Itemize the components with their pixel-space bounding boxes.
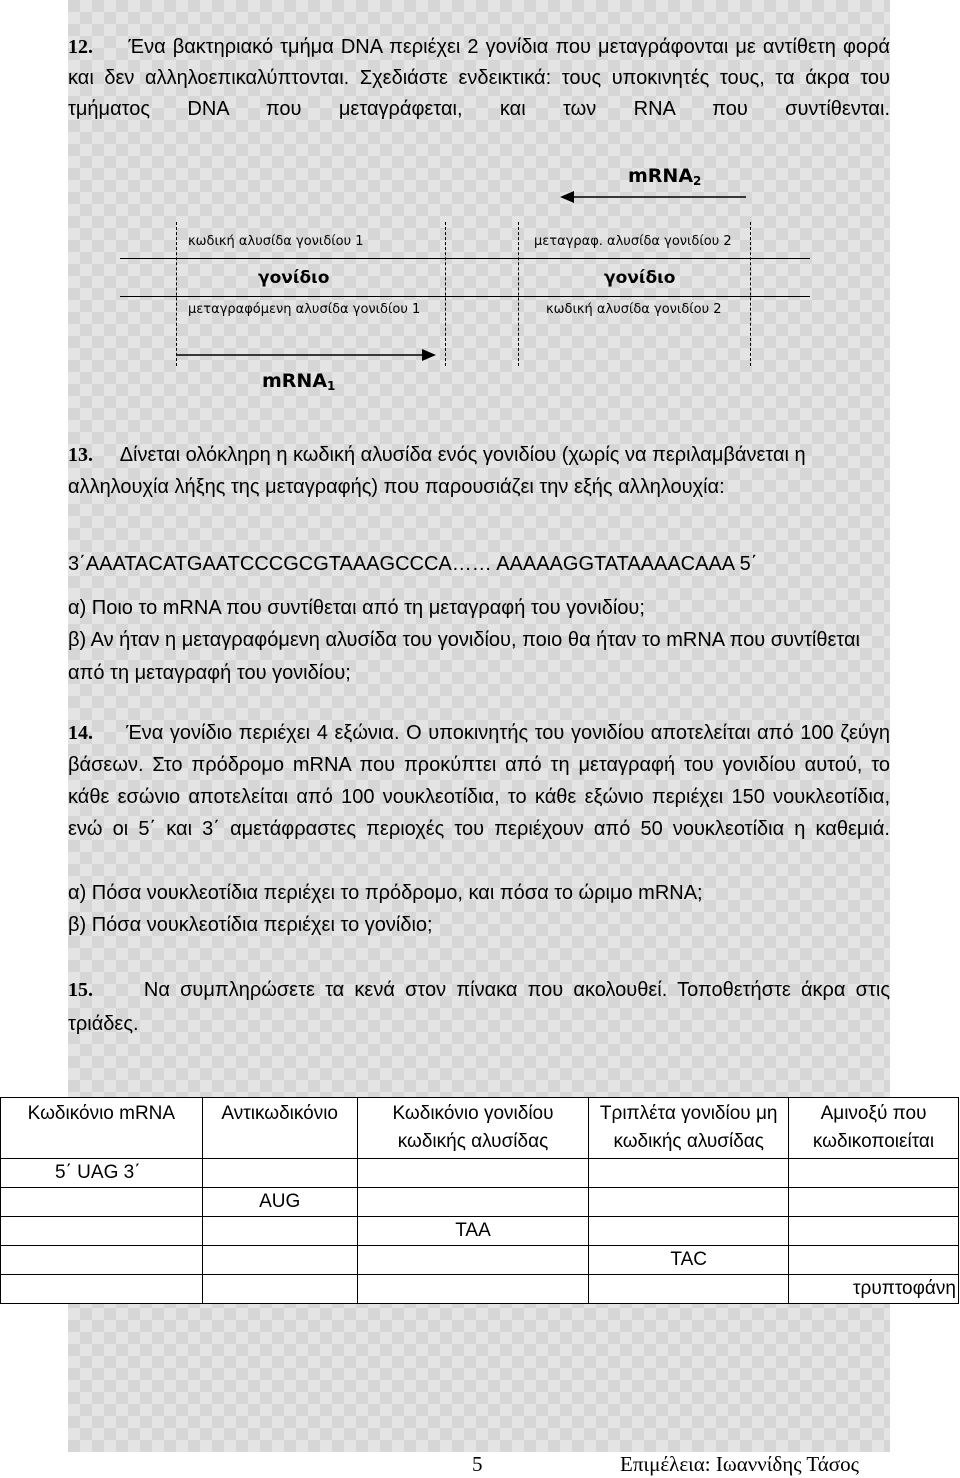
question-13-sequence: 3΄AAATACATGAATCCCGCGTAAAGCCCA…… AAAAAGGTATAAAACAAA 5΄ [68, 553, 758, 575]
question-12-text: Ένα βακτηριακό τμήμα DNA περιέχει 2 γονίδια που μεταγράφονται με αντίθετη φορά και δεν αλληλοεπικαλύπτονται. Σχεδιάστε ενδεικτικά: τους υποκινητές τους, τα άκρα του τμήματος DNA που μεταγράφεται, και των RNA που συντίθενται. [68, 36, 890, 120]
mrna1-label: mRNA$_1$ [262, 370, 336, 393]
question-15-text: Να συμπληρώσετε τα κενά στον πίνακα που ακολουθεί. Τοποθετήστε άκρα στις τριάδες. [68, 979, 890, 1035]
table-row [1, 1246, 959, 1275]
gene1-label: γονίδιο [258, 268, 330, 288]
question-14-part-b: β) Πόσα νουκλεοτίδια περιέχει το γονίδιο; [68, 914, 433, 936]
header-template-strand-triplet: Τριπλέτα γονιδίου μη κωδικής αλυσίδας [589, 1098, 789, 1159]
table-cell[interactable] [202, 1246, 357, 1275]
gene2-coding-strand-label: κωδική αλυσίδα γονιδίου 2 [546, 302, 722, 317]
table-cell[interactable]: AUG [202, 1188, 357, 1217]
gene2-left-boundary [518, 222, 519, 366]
footer-credit: Επιμέλεια: Ιωαννίδης Τάσος [620, 1452, 859, 1476]
table-cell[interactable] [789, 1188, 959, 1217]
question-14-number: 14. [68, 722, 93, 744]
question-12-number: 12. [68, 36, 93, 58]
question-12 [68, 32, 890, 125]
header-amino-acid: Αμινοξύ που κωδικοποιείται [789, 1098, 959, 1159]
table-row [1, 1275, 959, 1304]
table-cell[interactable] [789, 1246, 959, 1275]
table-row [1, 1159, 959, 1188]
table-cell[interactable]: 5΄ UAG 3΄ [1, 1159, 203, 1188]
question-14-text: Ένα γονίδιο περιέχει 4 εξώνια. Ο υποκινητής του γονιδίου αποτελείται από 100 ζεύγη βάσεων. Στο πρόδρομο mRNA που προκύπτει από τη μεταγραφή του γονιδίου αυτού, το κάθε εσώνιο αποτελείται από 100 νουκλεοτίδια, το κάθε εξώνιο περιέχει 150 νουκλεοτίδια, ενώ οι 5΄ και 3΄ αμετάφραστες περιοχές του περιέχουν από 50 νουκλεοτίδια η καθεμιά. [68, 722, 890, 840]
mrna2-arrow [560, 188, 760, 206]
table-cell[interactable] [202, 1217, 357, 1246]
table-cell[interactable] [589, 1188, 789, 1217]
table-cell[interactable] [202, 1275, 357, 1304]
table-cell[interactable]: τρυπτοφάνη [789, 1275, 959, 1304]
table-cell[interactable] [589, 1217, 789, 1246]
mrna1-arrow [176, 346, 438, 364]
table-cell[interactable] [789, 1217, 959, 1246]
table-row [1, 1188, 959, 1217]
gene2-label: γονίδιο [604, 268, 676, 288]
table-cell[interactable] [589, 1275, 789, 1304]
table-cell[interactable]: TAA [357, 1217, 589, 1246]
question-13-part-a: α) Ποιο το mRNA που συντίθεται από τη μεταγραφή του γονιδίου; [68, 597, 645, 619]
table-cell[interactable] [589, 1159, 789, 1188]
question-14-part-a: α) Πόσα νουκλεοτίδια περιέχει το πρόδρομο, και πόσα το ώριμο mRNA; [68, 882, 703, 904]
table-cell[interactable] [357, 1159, 589, 1188]
table-cell[interactable] [1, 1246, 203, 1275]
table-header-row [1, 1098, 959, 1159]
dna-upper-strand [120, 258, 810, 259]
table-cell[interactable]: TAC [589, 1246, 789, 1275]
codon-table [0, 1097, 959, 1304]
question-13 [68, 439, 890, 503]
dna-lower-strand [120, 296, 810, 297]
gene2-template-strand-label: μεταγραφ. αλυσίδα γονιδίου 2 [534, 234, 732, 249]
table-cell[interactable] [357, 1188, 589, 1217]
gene2-right-boundary [750, 222, 751, 366]
question-15 [68, 973, 890, 1041]
header-coding-strand-codon: Κωδικόνιο γονιδίου κωδικής αλυσίδας [357, 1098, 589, 1159]
question-13-text: Δίνεται ολόκληρη η κωδική αλυσίδα ενός γονιδίου (χωρίς να περιλαμβάνεται η αλληλουχία λήξης της μεταγραφής) που παρουσιάζει την εξής αλληλουχία: [68, 444, 806, 498]
gene1-coding-strand-label: κωδική αλυσίδα γονιδίου 1 [188, 234, 364, 249]
table-cell[interactable] [1, 1275, 203, 1304]
table-cell[interactable] [202, 1159, 357, 1188]
question-13-part-b: β) Αν ήταν η μεταγραφόμενη αλυσίδα του γονιδίου, ποιο θα ήταν το mRNA που συντίθεται από τη μεταγραφή του γονιδίου; [68, 629, 860, 684]
gene1-right-boundary [445, 222, 446, 366]
mrna2-label: mRNA$_2$ [628, 165, 702, 188]
table-cell[interactable] [357, 1275, 589, 1304]
table-row [1, 1217, 959, 1246]
page-number: 5 [472, 1452, 483, 1476]
header-anticodon: Αντικωδικόνιο [202, 1098, 357, 1159]
table-cell[interactable] [357, 1246, 589, 1275]
gene1-template-strand-label: μεταγραφόμενη αλυσίδα γονιδίου 1 [188, 302, 421, 317]
table-cell[interactable] [1, 1188, 203, 1217]
header-mrna-codon: Κωδικόνιο mRNA [1, 1098, 203, 1159]
table-cell[interactable] [1, 1217, 203, 1246]
gene1-left-boundary [176, 222, 177, 366]
question-13-number: 13. [68, 444, 93, 466]
question-15-number: 15. [68, 979, 93, 1001]
question-14 [68, 717, 890, 845]
table-cell[interactable] [789, 1159, 959, 1188]
